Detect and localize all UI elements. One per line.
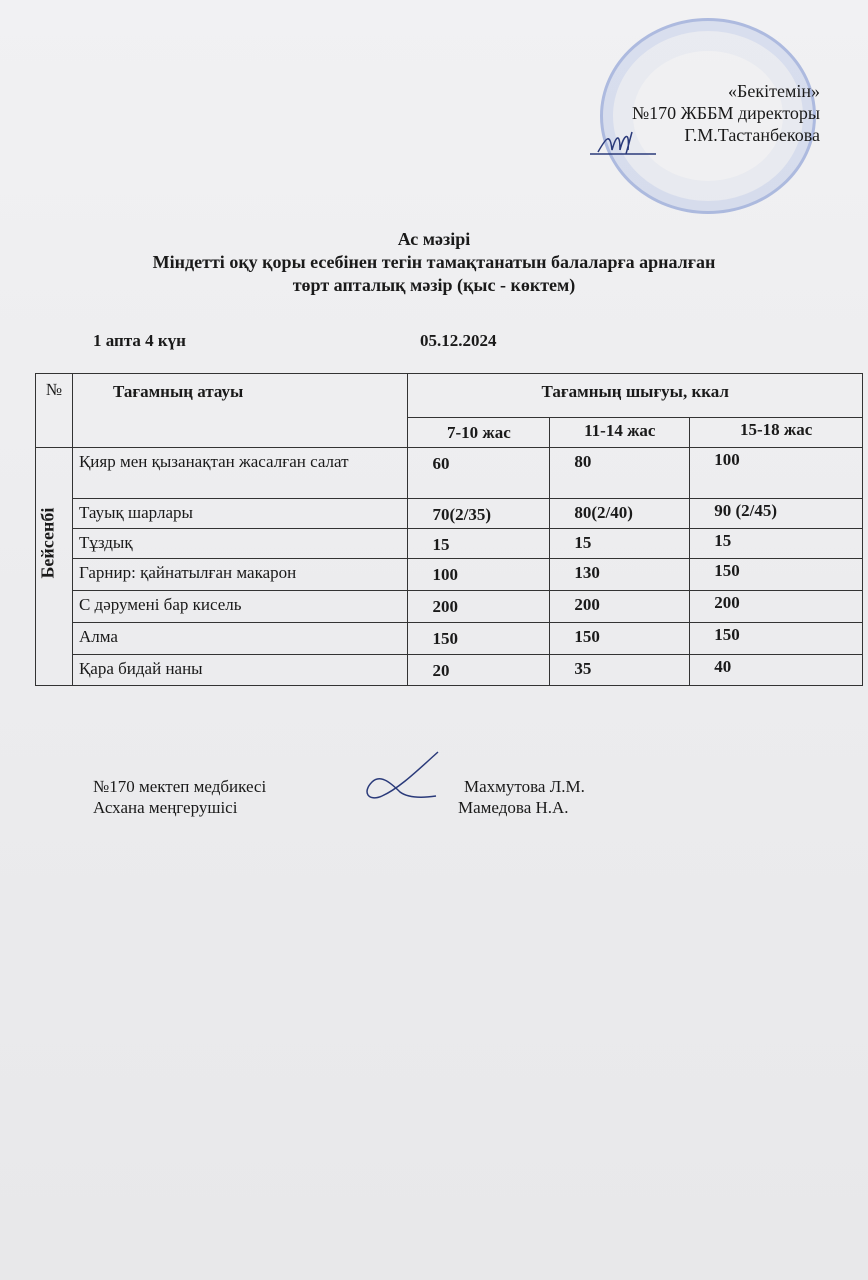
approval-block <box>632 80 820 146</box>
kcal-value: 150 <box>690 623 863 655</box>
table-row <box>36 655 863 686</box>
kcal-value: 35 <box>550 655 690 686</box>
table-row <box>36 559 863 591</box>
kcal-value: 150 <box>408 623 550 655</box>
dish-name: С дәрумені бар кисель <box>72 591 408 623</box>
kcal-value: 130 <box>550 559 690 591</box>
table-row <box>36 591 863 623</box>
footer-names <box>458 776 585 818</box>
kcal-value: 15 <box>550 529 690 559</box>
kcal-value: 20 <box>408 655 550 686</box>
name-nurse: Махмутова Л.М. <box>464 777 585 796</box>
title-line-3: төрт апталық мәзір (қыс - көктем) <box>292 275 576 295</box>
table-row <box>36 623 863 655</box>
kcal-value: 40 <box>690 655 863 686</box>
dish-name: Қара бидай наны <box>72 655 408 686</box>
kcal-value: 200 <box>408 591 550 623</box>
approval-line-1: «Бекітемін» <box>728 81 820 101</box>
director-signature <box>588 128 658 158</box>
day-cell <box>36 448 73 686</box>
dish-name: Тауық шарлары <box>72 499 408 529</box>
title-line-1: Ас мәзірі <box>397 229 471 249</box>
role-canteen-head: Асхана меңгерушісі <box>93 798 238 817</box>
table-row <box>36 529 863 559</box>
header-age-15-18: 15-18 жас <box>690 418 863 448</box>
dish-name: Алма <box>72 623 408 655</box>
document-title <box>0 228 868 297</box>
kcal-value: 100 <box>408 559 550 591</box>
kcal-value: 150 <box>550 623 690 655</box>
kcal-value: 90 (2/45) <box>690 499 863 529</box>
kcal-value: 70(2/35) <box>408 499 550 529</box>
kcal-value: 80 <box>550 448 690 499</box>
header-age-11-14: 11-14 жас <box>550 418 690 448</box>
footer-roles <box>93 776 266 818</box>
kcal-value: 80(2/40) <box>550 499 690 529</box>
table-row <box>36 448 863 499</box>
header-output: Тағамның шығуы, ккал <box>408 374 863 418</box>
nurse-signature <box>360 748 440 803</box>
week-day: 1 апта 4 күн <box>93 331 186 350</box>
approval-line-3: Г.М.Тастанбекова <box>684 125 820 145</box>
dish-name: Қияр мен қызанақтан жасалған салат <box>72 448 408 499</box>
kcal-value: 200 <box>690 591 863 623</box>
name-canteen-head: Мамедова Н.А. <box>458 798 569 817</box>
header-dish-name: Тағамның атауы <box>72 374 408 448</box>
kcal-value: 60 <box>408 448 550 499</box>
kcal-value: 15 <box>690 529 863 559</box>
kcal-value: 15 <box>408 529 550 559</box>
header-age-7-10: 7-10 жас <box>408 418 550 448</box>
dish-name: Тұздық <box>72 529 408 559</box>
menu-date: 05.12.2024 <box>420 331 497 350</box>
dish-name: Гарнир: қайнатылған макарон <box>72 559 408 591</box>
title-line-2: Міндетті оқу қоры есебінен тегін тамақтанатын балаларға арналған <box>152 252 716 272</box>
day-label: Бейсенбі <box>37 507 58 579</box>
header-no: № <box>36 374 73 448</box>
kcal-value: 200 <box>550 591 690 623</box>
approval-line-2: №170 ЖББМ директоры <box>632 103 820 123</box>
kcal-value: 100 <box>690 448 863 499</box>
table-row <box>36 499 863 529</box>
role-nurse: №170 мектеп медбикесі <box>93 777 267 796</box>
menu-table <box>35 373 863 686</box>
kcal-value: 150 <box>690 559 863 591</box>
